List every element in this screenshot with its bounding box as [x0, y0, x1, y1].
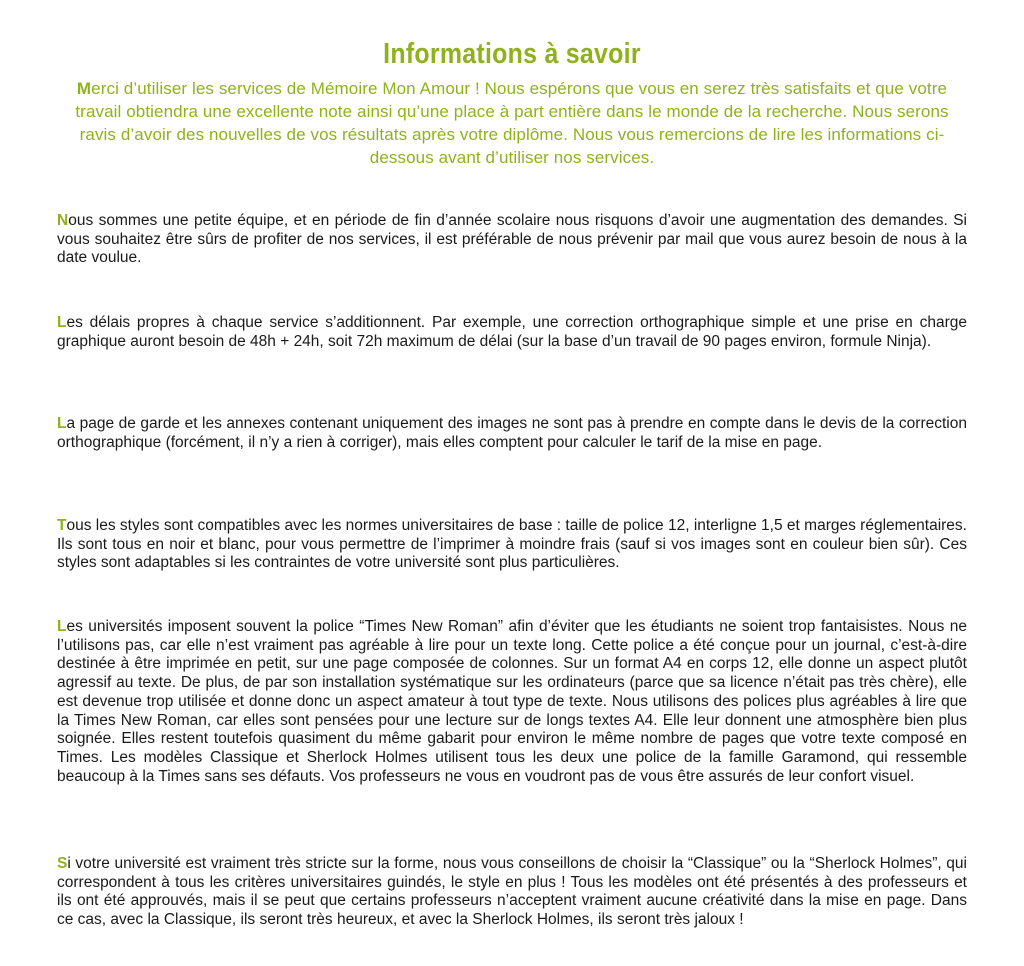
paragraph-strict-university	[57, 855, 967, 930]
paragraph-text: i votre université est vraiment très stricte sur la forme, nous vous conseillons de choisir la “Classique” ou la “Sherlock Holmes”, qui correspondent à tous les critères universitaires guindés, le style en plus ! Tous les modèles ont été présentés à des professeurs et ils ont été approuvés, mais il se peut que certains professeurs n’acceptent vraiment aucune créativité dans la mise en page. Dans ce cas, avec la Classique, ils seront très heureux, et avec la Sherlock Holmes, ils seront très jaloux !	[57, 855, 967, 929]
paragraph-initial: L	[57, 618, 67, 635]
paragraph-times-new-roman	[57, 618, 967, 786]
intro-paragraph	[75, 77, 949, 169]
intro-initial: M	[76, 79, 92, 98]
paragraph-styles	[57, 517, 967, 573]
paragraph-initial: T	[57, 517, 67, 534]
paragraph-text: es délais propres à chaque service s’additionnent. Par exemple, une correction orthographique simple et une prise en charge graphique auront besoin de 48h + 24h, soit 72h maximum de délai (sur la base d’un travail de 90 pages environ, formule Ninja).	[57, 314, 967, 350]
paragraph-text: ous les styles sont compatibles avec les normes universitaires de base : taille de police 12, interligne 1,5 et marges réglementaires. Ils sont tous en noir et blanc, pour vous permettre de l’imprimer à moindre frais (sauf si vos images sont en couleur bien sûr). Ces styles sont adaptables si les contraintes de votre université sont plus particulières.	[57, 517, 967, 572]
paragraph-initial: L	[57, 415, 67, 432]
paragraph-team-size	[57, 212, 967, 268]
paragraph-initial: S	[57, 855, 68, 872]
page-title: Informations à savoir	[383, 38, 641, 70]
intro-text: erci d’utiliser les services de Mémoire Mon Amour ! Nous espérons que vous en serez très satisfaits et que votre travail obtiendra une excellente note ainsi qu’une place à part entière dans le monde de la recherche. Nous serons ravis d’avoir des nouvelles de vos résultats après votre diplôme. Nous vous remercions de lire les informations ci-dessous avant d’utiliser nos services.	[75, 79, 949, 167]
paragraph-initial: L	[57, 314, 67, 331]
paragraph-initial: N	[57, 212, 69, 229]
paragraph-text: es universités imposent souvent la police “Times New Roman” afin d’éviter que les étudiants ne soient trop fantaisistes. Nous ne l’utilisons pas, car elle n’est vraiment pas agréable à lire pour un texte long. Cette police a été conçue pour un journal, c’est-à-dire destinée à être imprimée en petit, sur une page composée de colonnes. Sur un format A4 en corps 12, elle donne un aspect plutôt agressif au texte. De plus, de par son installation systématique sur les ordinateurs (parce que sa licence n’était pas très chère), elle est devenue trop utilisée et donne donc un aspect amateur à tout type de texte. Nous utilisons des polices plus agréables à lire que la Times New Roman, car elles sont pensées pour une lecture sur de longs textes A4. Elle leur donnent une atmosphère bien plus soignée. Elles restent toutefois quasiment du même gabarit pour environ le même nombre de pages que votre texte composé en Times. Les modèles Classique et Sherlock Holmes utilisent tous les deux une police de la famille Garamond, qui ressemble beaucoup à la Times sans ses défauts. Vos professeurs ne vous en voudront pas de vous être assurés de leur confort visuel.	[57, 618, 967, 785]
paragraph-text: ous sommes une petite équipe, et en période de fin d’année scolaire nous risquons d’avoir une augmentation des demandes. Si vous souhaitez être sûrs de profiter de nos services, il est préférable de nous prévenir par mail que vous aurez besoin de nous à la date voulue.	[57, 212, 967, 267]
paragraph-text: a page de garde et les annexes contenant uniquement des images ne sont pas à prendre en compte dans le devis de la correction orthographique (forcément, il n’y a rien à corriger), mais elles comptent pour calculer le tarif de la mise en page.	[57, 415, 967, 451]
paragraph-delays	[57, 314, 967, 351]
paragraph-cover-annexes	[57, 415, 967, 452]
